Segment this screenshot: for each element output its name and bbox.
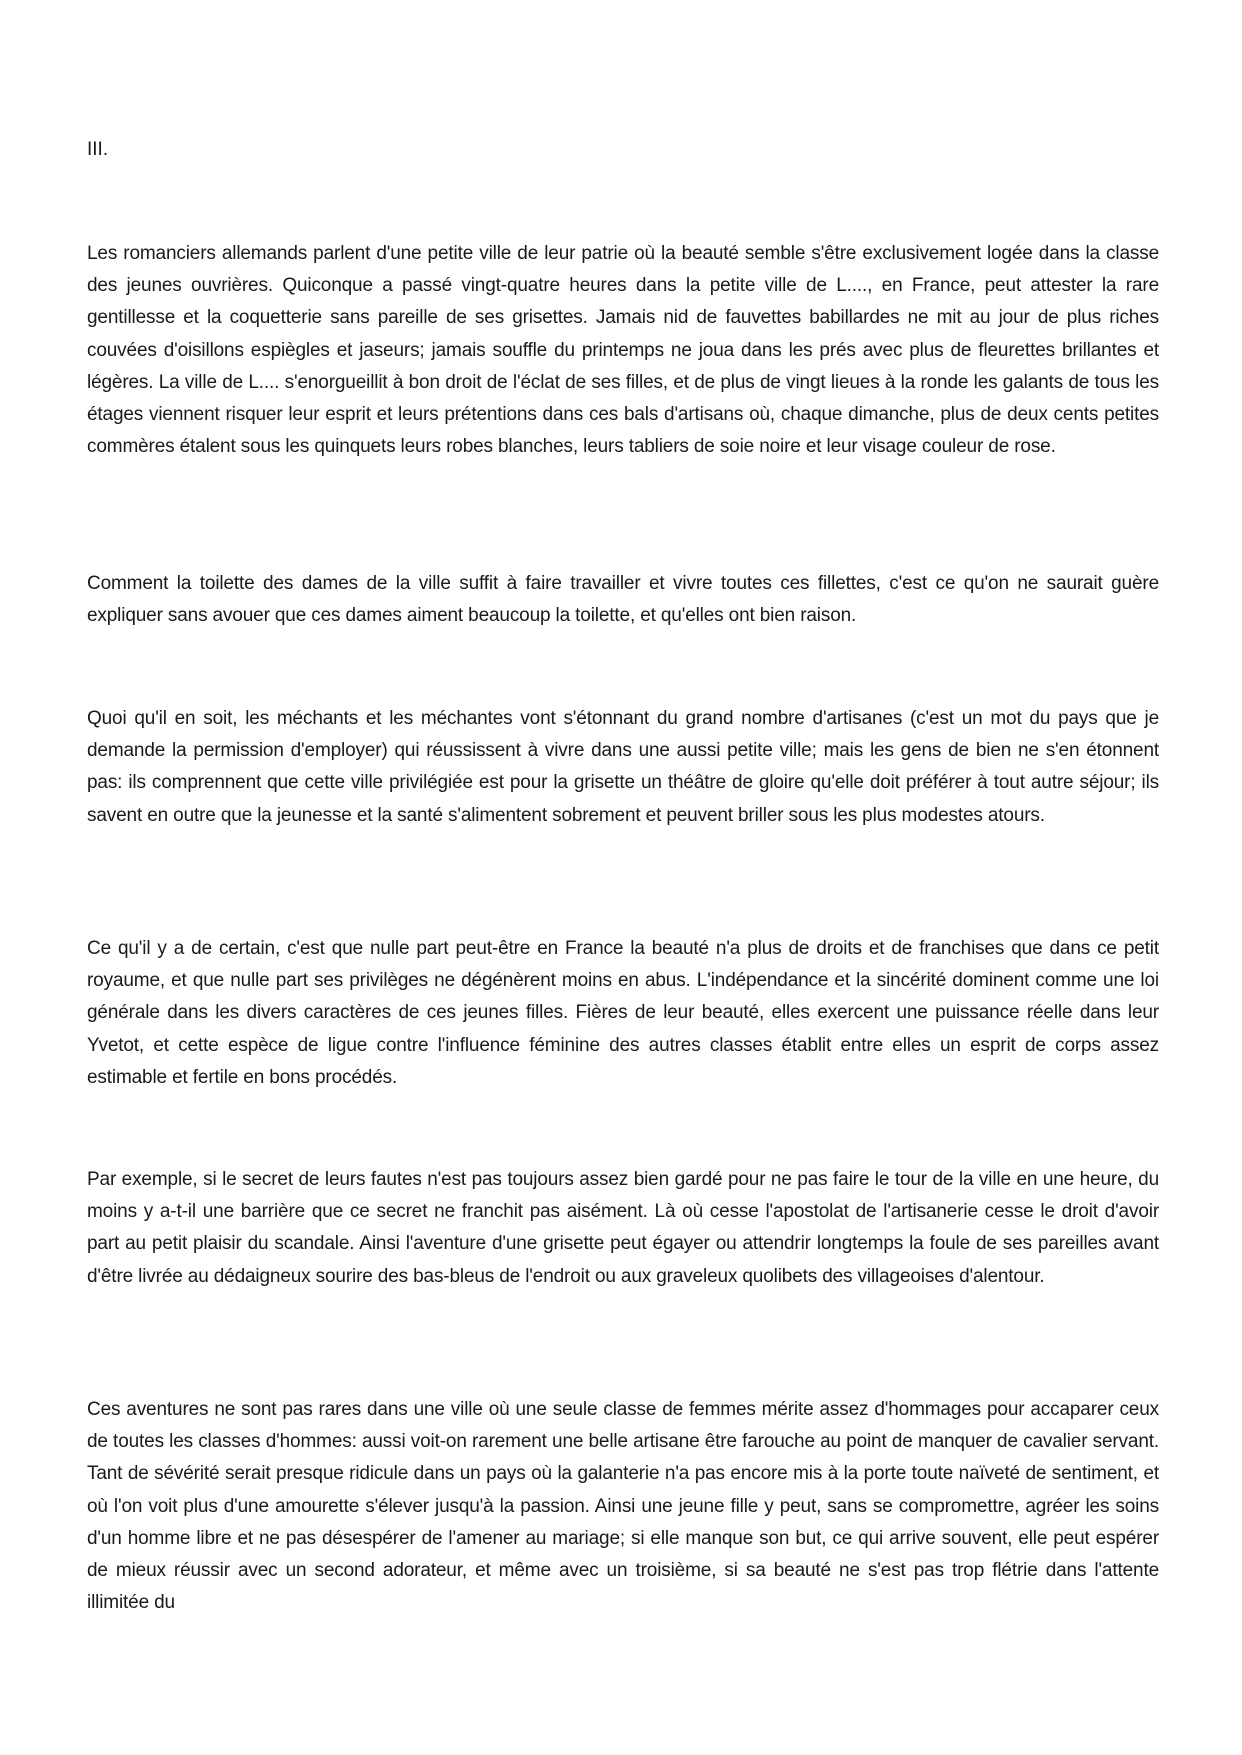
paragraph-5: Par exemple, si le secret de leurs fautes n'est pas toujours assez bien gardé pour ne pas faire le tour de la ville en une heure, du moins y a-t-il une barrière que ce secret ne franchit pas aisément. Là où cesse l'apostolat de l'artisanerie cesse le droit d'avoir part au petit plaisir du scandale. Ainsi l'aventure d'une grisette peut égayer ou attendrir longtemps la foule de ses pareilles avant d'être livrée au dédaigneux sourire des bas-bleus de l'endroit ou aux graveleux quolibets des villageoises d'alentour.	[87, 1169, 1159, 1287]
paragraph-6: Ces aventures ne sont pas rares dans une ville où une seule classe de femmes mérite assez d'hommages pour accaparer ceux de toutes les classes d'hommes: aussi voit-on rarement une belle artisane être farouche au point de manquer de cavalier servant. Tant de sévérité serait presque ridicule dans un pays où la galanterie n'a pas encore mis à la porte toute naïveté de sentiment, et où l'on voit plus d'une amourette s'élever jusqu'à la passion. Ainsi une jeune fille y peut, sans se compromettre, agréer les soins d'un homme libre et ne pas désespérer de l'amener au mariage; si elle manque son but, ce qui arrive souvent, elle peut espérer de mieux réussir avec un second adorateur, et même avec un troisième, si sa beauté ne s'est pas trop flétrie dans l'attente illimitée du	[87, 1399, 1159, 1614]
chapter-heading: III.	[87, 139, 109, 160]
paragraph-3: Quoi qu'il en soit, les méchants et les méchantes vont s'étonnant du grand nombre d'artisanes (c'est un mot du pays que je demande la permission d'employer) qui réussissent à vivre dans une aussi petite ville; mais les gens de bien ne s'en étonnent pas: ils comprennent que cette ville privilégiée est pour la grisette un théâtre de gloire qu'elle doit préférer à tout autre séjour; ils savent en outre que la jeunesse et la santé s'alimentent sobrement et peuvent briller sous les plus modestes atours.	[87, 708, 1159, 826]
paragraph-4: Ce qu'il y a de certain, c'est que nulle part peut-être en France la beauté n'a plus de droits et de franchises que dans ce petit royaume, et que nulle part ses privilèges ne dégénèrent moins en abus. L'indépendance et la sincérité dominent comme une loi générale dans les divers caractères de ces jeunes filles. Fières de leur beauté, elles exercent une puissance réelle dans leur Yvetot, et cette espèce de ligue contre l'influence féminine des autres classes établit entre elles un esprit de corps assez estimable et fertile en bons procédés.	[87, 938, 1159, 1088]
paragraph-2: Comment la toilette des dames de la ville suffit à faire travailler et vivre toutes ces fillettes, c'est ce qu'on ne saurait guère expliquer sans avouer que ces dames aiment beaucoup la toilette, et qu'elles ont bien raison.	[87, 573, 1159, 627]
paragraph-1: Les romanciers allemands parlent d'une petite ville de leur patrie où la beauté semble s'être exclusivement logée dans la classe des jeunes ouvrières. Quiconque a passé vingt-quatre heures dans la petite ville de L...., en France, peut attester la rare gentillesse et la coquetterie sans pareille de ses grisettes. Jamais nid de fauvettes babillardes ne mit au jour de plus riches couvées d'oisillons espiègles et jaseurs; jamais souffle du printemps ne joua dans les prés avec plus de fleurettes brillantes et légères. La ville de L.... s'enorgueillit à bon droit de l'éclat de ses filles, et de plus de vingt lieues à la ronde les galants de tous les étages viennent risquer leur esprit et leurs prétentions dans ces bals d'artisans où, chaque dimanche, plus de deux cents petites commères étalent sous les quinquets leurs robes blanches, leurs tabliers de soie noire et leur visage couleur de rose.	[87, 243, 1159, 458]
